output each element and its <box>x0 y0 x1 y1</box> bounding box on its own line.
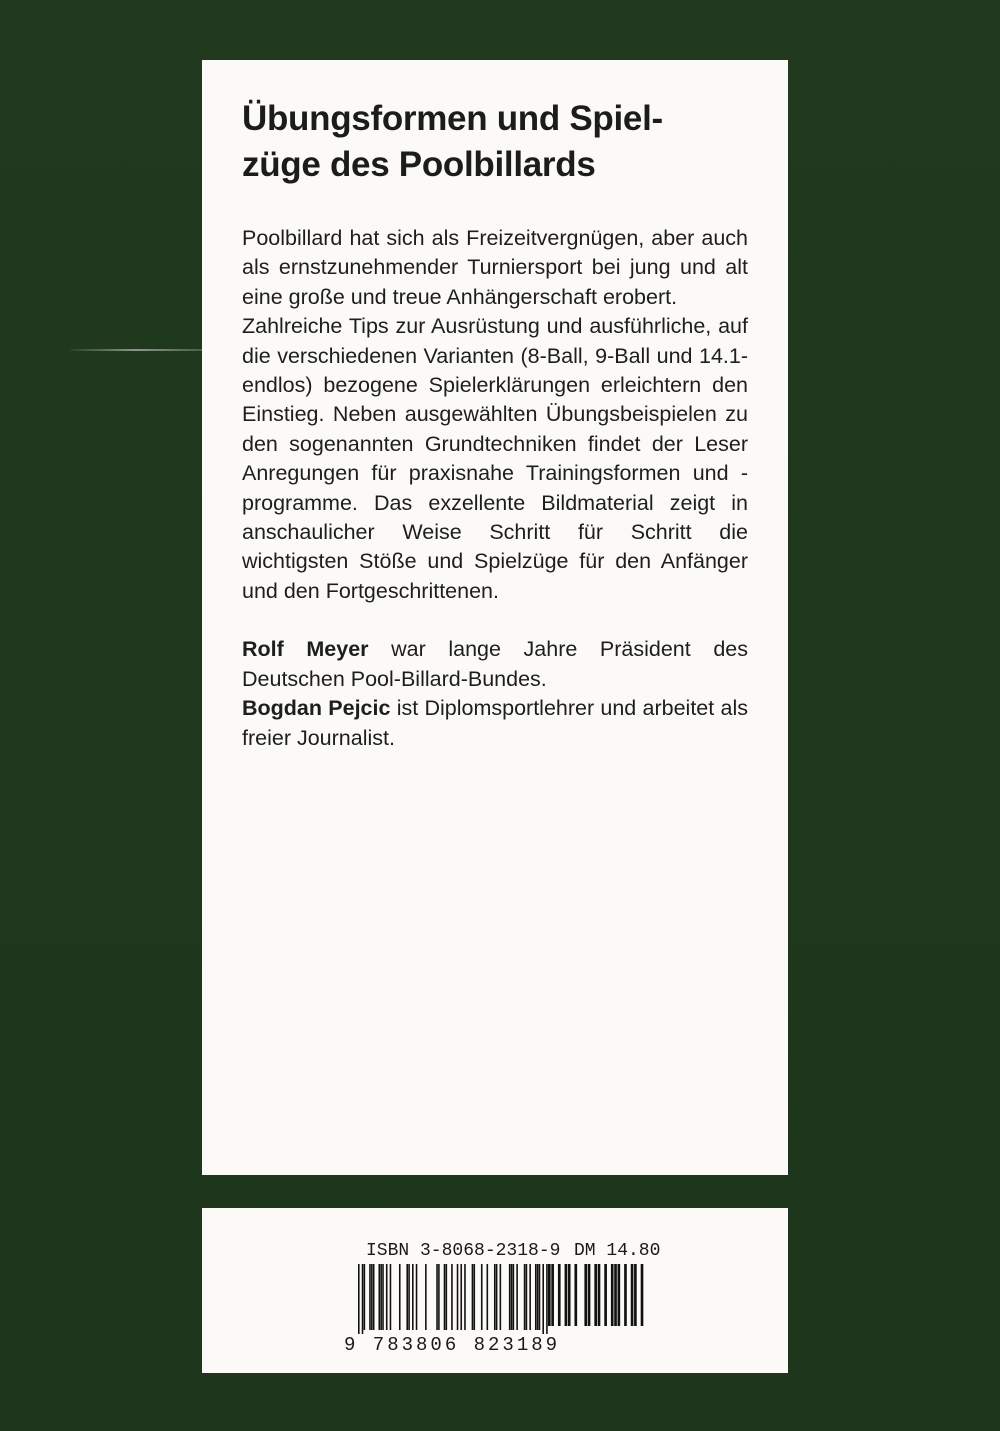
addon-bar <box>618 1264 621 1326</box>
barcode-bar <box>386 1264 388 1330</box>
barcode-bar <box>362 1264 364 1342</box>
addon-bar <box>614 1264 617 1326</box>
book-title-line-1: Übungsformen und Spiel- <box>242 99 663 138</box>
addon-bar <box>558 1264 561 1326</box>
blurb-paragraph-2: Zahlreiche Tips zur Ausrüstung und ausführliche, auf die verschiedenen Varianten (8-Ball, 9-Ball und 14.1-endlos) bezogene Spielerklärungen erleichtern den Einstieg. Neben ausgewählten Übungsbeispielen zu den sogenannten Grundtechniken findet der Leser Anregungen für praxisnahe Trainingsformen und -programme. Das exzellente Bildmaterial zeigt in anschaulicher Weise Schritt für Schritt die wichtigsten Stöße und Spielzüge für den Anfänger und den Fortgeschrittenen. <box>242 314 748 603</box>
barcode-bar <box>535 1264 537 1330</box>
barcode-bar <box>444 1264 446 1330</box>
description-panel <box>202 60 788 1175</box>
barcode-bar <box>425 1264 427 1330</box>
barcode-bar <box>509 1264 511 1330</box>
barcode-bar <box>408 1264 410 1330</box>
isbn-panel <box>202 1208 788 1373</box>
barcode-bar <box>542 1264 544 1342</box>
barcode-bar <box>371 1264 373 1330</box>
barcode-bar <box>358 1264 360 1342</box>
barcode-bar <box>390 1264 392 1330</box>
addon-bar <box>565 1264 568 1326</box>
author-bios <box>242 635 748 753</box>
barcode-bar <box>373 1264 375 1330</box>
barcode-bar <box>529 1264 531 1330</box>
author-name-1: Rolf Meyer <box>242 637 369 662</box>
addon-bar <box>548 1264 551 1326</box>
addon-bar <box>594 1264 597 1326</box>
barcode-bar <box>438 1264 440 1330</box>
barcode-bar <box>464 1264 466 1330</box>
barcode-bar <box>537 1264 539 1330</box>
barcode-bar <box>494 1264 496 1330</box>
author-text-2: ist Diplomsportlehrer und arbeitet als freier Journalist. <box>242 696 748 750</box>
addon-bar <box>574 1264 577 1326</box>
barcode-bar <box>511 1264 513 1330</box>
book-blurb <box>242 224 748 606</box>
addon-bar <box>551 1264 554 1326</box>
addon-bar <box>631 1264 634 1326</box>
barcode-bar <box>369 1264 371 1330</box>
isbn-label: ISBN 3-8068-2318-9 <box>366 1241 561 1261</box>
barcode-bar <box>460 1264 462 1330</box>
addon-bar <box>568 1264 571 1326</box>
book-title <box>242 96 748 188</box>
barcode-bar <box>481 1264 483 1330</box>
barcode-addon <box>548 1264 644 1328</box>
barcode-bar <box>412 1264 414 1330</box>
barcode-bar <box>364 1264 366 1330</box>
barcode-bar <box>416 1264 418 1330</box>
barcode-bar <box>500 1264 502 1330</box>
author-text-1: war lange Jahre Präsident des Deutschen Pool-Billard-Bundes. <box>242 637 748 691</box>
addon-bar <box>598 1264 601 1326</box>
author-bio-1 <box>242 635 748 694</box>
addon-bar <box>611 1264 614 1326</box>
barcode-bar <box>513 1264 515 1330</box>
addon-bar <box>604 1264 607 1326</box>
author-bio-2 <box>242 694 748 753</box>
barcode-bar <box>406 1264 408 1330</box>
barcode-bar <box>451 1264 453 1330</box>
cover-scratch-mark <box>70 349 202 351</box>
barcode-bar <box>526 1264 528 1330</box>
price-label: DM 14.80 <box>574 1241 661 1261</box>
barcode-bar <box>378 1264 380 1330</box>
barcode-bar <box>487 1264 489 1330</box>
barcode-bar <box>516 1264 518 1330</box>
addon-bar <box>634 1264 637 1326</box>
book-title-line-2: züge des Poolbillards <box>242 145 596 184</box>
addon-bar <box>624 1264 627 1326</box>
barcode-bar <box>539 1264 541 1330</box>
barcode-bar <box>436 1264 438 1330</box>
blurb-paragraph-1: Poolbillard hat sich als Freizeitvergnügen, aber auch als ernstzunehmender Turniersport bei jung und alt eine große und treue Anhängerschaft erobert. <box>242 226 748 309</box>
barcode-bar <box>496 1264 498 1330</box>
barcode-bar <box>457 1264 459 1330</box>
addon-bar <box>588 1264 591 1326</box>
barcode-digits: 9 783806 823189 <box>344 1334 561 1356</box>
addon-bar <box>584 1264 587 1326</box>
barcode-bar <box>524 1264 526 1330</box>
addon-bar <box>641 1264 644 1326</box>
barcode-bar <box>473 1264 475 1330</box>
barcode-bar <box>472 1264 474 1330</box>
author-name-2: Bogdan Pejcic <box>242 696 391 721</box>
barcode-bar <box>446 1264 448 1330</box>
barcode-bar <box>380 1264 382 1330</box>
barcode-bar <box>399 1264 401 1330</box>
barcode-bar <box>382 1264 384 1330</box>
